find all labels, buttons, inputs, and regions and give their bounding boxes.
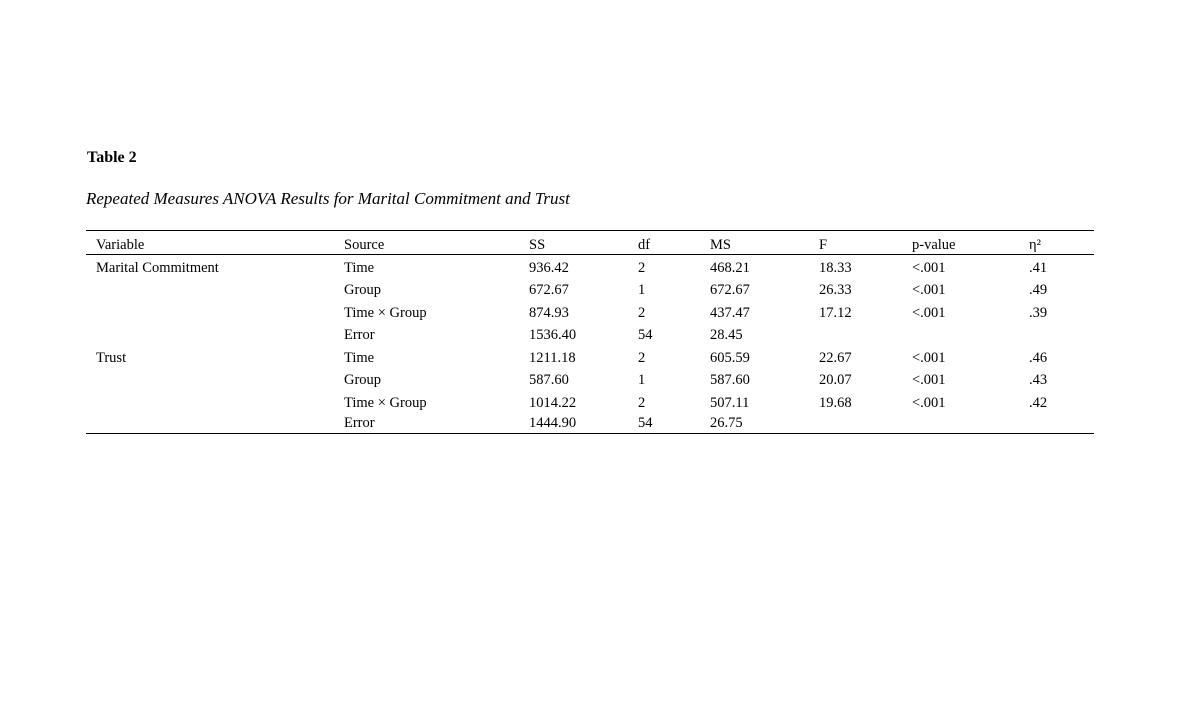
variable-cell — [86, 414, 344, 434]
source-cell: Time — [344, 349, 375, 366]
df-cell: 2 — [638, 260, 646, 276]
ss-cell: 1014.22 — [529, 394, 577, 411]
eta-squared-cell — [1029, 414, 1094, 434]
eta-squared-cell: .43 — [1029, 372, 1048, 388]
header-row — [86, 231, 1094, 255]
ss-cell: 1444.90 — [529, 415, 577, 431]
ms-cell: 587.60 — [710, 372, 750, 388]
source-cell: Time × Group — [344, 394, 427, 411]
ms-cell: 507.11 — [710, 394, 750, 411]
df-cell: 1 — [638, 282, 646, 298]
column-header-variable: Variable — [96, 237, 145, 253]
table-row — [86, 302, 1094, 325]
table-number: Table 2 — [87, 149, 137, 166]
f-cell: 18.33 — [819, 260, 852, 276]
p-value-cell — [912, 414, 1029, 434]
source-cell: Group — [344, 282, 382, 298]
eta-squared-cell: .46 — [1029, 349, 1048, 366]
df-cell: 54 — [638, 415, 653, 431]
table-row — [86, 255, 1094, 280]
f-cell — [819, 414, 912, 434]
variable-cell: Marital Commitment — [96, 260, 219, 276]
source-cell: Error — [344, 327, 375, 343]
df-cell: 1 — [638, 372, 646, 388]
p-value-cell: <.001 — [912, 349, 946, 366]
ms-cell: 468.21 — [710, 260, 750, 276]
eta-squared-cell: .41 — [1029, 260, 1048, 276]
ms-cell: 26.75 — [710, 415, 743, 431]
ss-cell: 936.42 — [529, 260, 569, 276]
source-cell: Error — [344, 415, 375, 431]
table-caption: Repeated Measures ANOVA Results for Marital Commitment and Trust — [86, 189, 570, 208]
ss-cell: 1211.18 — [529, 349, 576, 366]
eta-squared-cell: .39 — [1029, 304, 1048, 321]
table-row — [86, 324, 1094, 347]
eta-squared-cell: .49 — [1029, 282, 1048, 298]
f-cell: 22.67 — [819, 349, 852, 366]
f-cell — [819, 324, 912, 347]
f-cell: 19.68 — [819, 394, 852, 411]
anova-table — [86, 230, 1094, 434]
df-cell: 2 — [638, 349, 646, 366]
table-row — [86, 279, 1094, 302]
ms-cell: 672.67 — [710, 282, 750, 298]
df-cell: 2 — [638, 304, 646, 321]
ss-cell: 587.60 — [529, 372, 569, 388]
p-value-cell: <.001 — [912, 282, 946, 298]
table-row — [86, 414, 1094, 434]
f-cell: 20.07 — [819, 372, 852, 388]
column-header-ss: SS — [529, 237, 546, 253]
column-header-eta-squared: η² — [1029, 237, 1041, 253]
f-cell: 17.12 — [819, 304, 852, 321]
ss-cell: 1536.40 — [529, 327, 577, 343]
column-header-df: df — [638, 237, 651, 253]
f-cell: 26.33 — [819, 282, 852, 298]
variable-cell — [86, 324, 344, 347]
ms-cell: 605.59 — [710, 349, 750, 366]
variable-cell — [86, 279, 344, 302]
column-header-ms: MS — [710, 237, 731, 253]
p-value-cell: <.001 — [912, 372, 946, 388]
table-row — [86, 392, 1094, 415]
column-header-f: F — [819, 237, 828, 253]
ss-cell: 672.67 — [529, 282, 569, 298]
df-cell: 2 — [638, 394, 646, 411]
variable-cell: Trust — [96, 349, 127, 366]
variable-cell — [86, 302, 344, 325]
source-cell: Time — [344, 260, 375, 276]
column-header-p-value: p-value — [912, 237, 956, 253]
eta-squared-cell — [1029, 324, 1094, 347]
p-value-cell — [912, 324, 1029, 347]
eta-squared-cell: .42 — [1029, 394, 1048, 411]
variable-cell — [86, 392, 344, 415]
ss-cell: 874.93 — [529, 304, 569, 321]
p-value-cell: <.001 — [912, 304, 946, 321]
ms-cell: 28.45 — [710, 327, 743, 343]
p-value-cell: <.001 — [912, 394, 946, 411]
p-value-cell: <.001 — [912, 260, 946, 276]
variable-cell — [86, 369, 344, 392]
df-cell: 54 — [638, 327, 653, 343]
table-row — [86, 347, 1094, 370]
source-cell: Time × Group — [344, 304, 427, 321]
table-row — [86, 369, 1094, 392]
column-header-source: Source — [344, 237, 385, 253]
ms-cell: 437.47 — [710, 304, 750, 321]
source-cell: Group — [344, 372, 382, 388]
